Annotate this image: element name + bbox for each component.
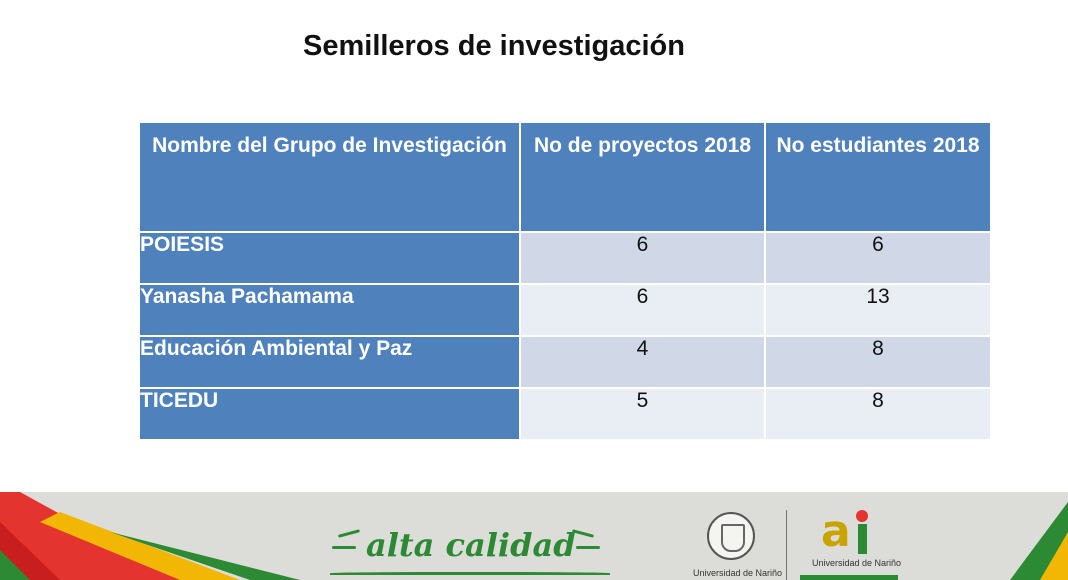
table-row [139, 232, 991, 284]
accreditation-bar [800, 575, 898, 580]
university-seal-icon [707, 512, 755, 560]
page-title: Semilleros de investigación [303, 30, 685, 62]
group-name-cell: POIESIS [139, 232, 520, 284]
table-row [139, 336, 991, 388]
table-header-row [139, 122, 991, 232]
research-groups-table [138, 121, 992, 441]
ai-logo-dot [856, 510, 868, 522]
projects-cell: 6 [520, 284, 765, 336]
slogan-underline [330, 572, 610, 575]
slogan-dash [332, 546, 356, 549]
ai-logo-letter-a: a [821, 506, 851, 557]
group-name-cell: TICEDU [139, 388, 520, 440]
projects-cell: 6 [520, 232, 765, 284]
header-students: No estudiantes 2018 [765, 122, 991, 232]
students-cell: 8 [765, 336, 991, 388]
slogan-dash [576, 546, 600, 549]
students-cell: 13 [765, 284, 991, 336]
table-row [139, 388, 991, 440]
group-name-cell: Yanasha Pachamama [139, 284, 520, 336]
projects-cell: 5 [520, 388, 765, 440]
students-cell: 6 [765, 232, 991, 284]
group-name-cell: Educación Ambiental y Paz [139, 336, 520, 388]
footer-banner [0, 492, 1068, 580]
students-cell: 8 [765, 388, 991, 440]
projects-cell: 4 [520, 336, 765, 388]
university-name-left: Universidad de Nariño [693, 568, 783, 578]
table-row [139, 284, 991, 336]
header-group-name: Nombre del Grupo de Investigación [139, 122, 520, 232]
university-name-right: Universidad de Nariño [812, 558, 902, 568]
header-projects: No de proyectos 2018 [520, 122, 765, 232]
logo-divider [786, 510, 787, 580]
ai-logo-stem [858, 524, 867, 554]
alta-calidad-logo: alta calidad [366, 526, 576, 564]
